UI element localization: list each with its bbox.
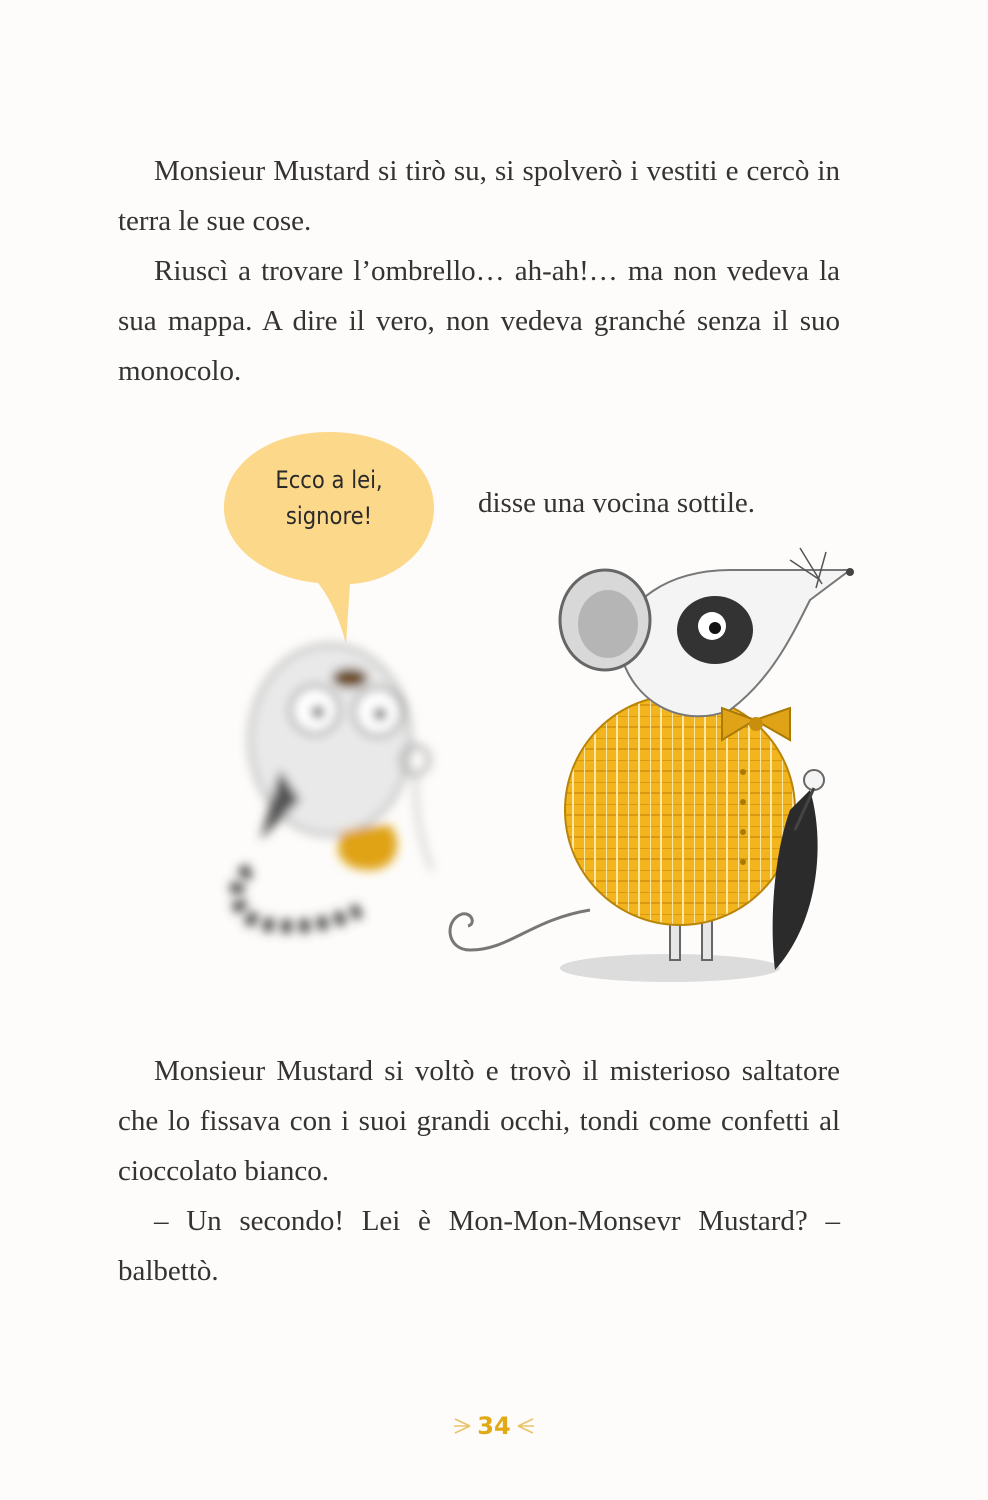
illustration — [210, 540, 890, 1000]
speech-bubble-text: Ecco a lei, signore! — [275, 466, 383, 530]
ornament-left-icon — [453, 1416, 471, 1436]
paragraph-1: Monsieur Mustard si tirò su, si spolverò i vestiti e cercò in terra le sue cose. — [118, 155, 840, 237]
speech-tag: disse una vocina sottile. — [478, 487, 756, 519]
page-number-label: 34 — [477, 1412, 511, 1440]
paragraph-2: Riuscì a trovare l’ombrello… ah-ah!… ma non vedeva la sua mappa. A dire il vero, non vedeva granché senza il suo monocolo. — [118, 255, 840, 387]
paragraph-3: Monsieur Mustard si voltò e trovò il misterioso saltatore che lo fissava con i suoi grandi occhi, tondi come confetti al cioccolato bianco. — [118, 1055, 840, 1187]
blurred-creature — [237, 645, 432, 926]
page-number — [434, 1408, 554, 1444]
paragraph-4: – Un secondo! Lei è Mon-Mon-Monsevr Mustard? – balbettò. — [118, 1205, 840, 1287]
ornament-right-icon — [517, 1416, 535, 1436]
